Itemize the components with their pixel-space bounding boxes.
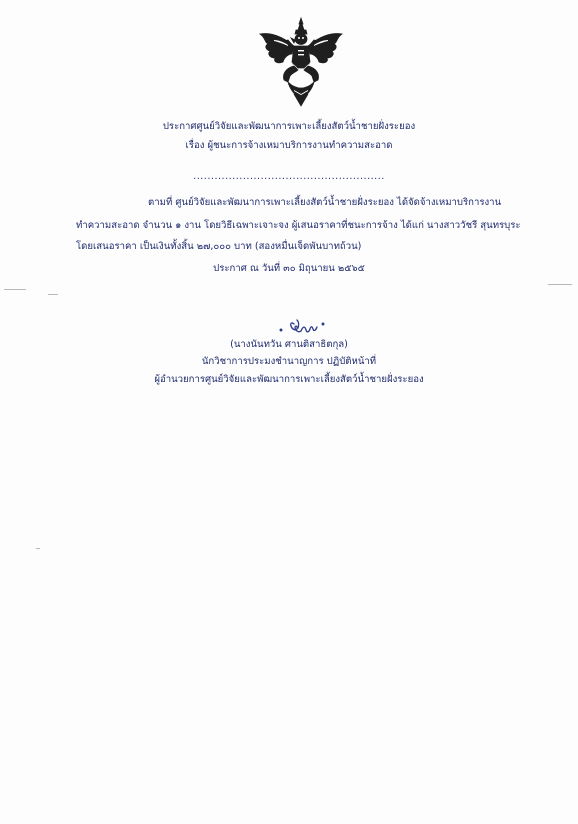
announcement-subject: เรื่อง ผู้ชนะการจ้างเหมาบริการงานทำความสะอาด <box>185 140 393 151</box>
signer-role: ผู้อำนวยการศูนย์วิจัยและพัฒนาการเพาะเลี้ยงสัตว์น้ำชายฝั่งระยอง <box>154 374 424 385</box>
scan-speck <box>36 548 40 549</box>
body-paragraph-line-2: ทำความสะอาด จำนวน ๑ งาน โดยวิธีเฉพาะเจาะจง ผู้เสนอราคาที่ชนะการจ้าง ได้แก่ นางสาววัชรี สุนทรบุระ <box>76 220 521 231</box>
separator-dots: ...................................................... <box>193 171 385 182</box>
garuda-emblem-icon <box>258 16 344 108</box>
handwritten-signature <box>268 316 338 338</box>
scan-speck <box>48 294 58 295</box>
signer-position: นักวิชาการประมงชำนาญการ ปฏิบัติหน้าที่ <box>201 356 377 367</box>
body-paragraph-line-1: ตามที่ ศูนย์วิจัยและพัฒนาการเพาะเลี้ยงสัตว์น้ำชายฝั่งระยอง ได้จัดจ้างเหมาบริการงาน <box>148 197 502 208</box>
scan-speck <box>548 284 572 285</box>
body-paragraph-line-3: โดยเสนอราคา เป็นเงินทั้งสิ้น ๒๗,๐๐๐ บาท (สองหมื่นเจ็ดพันบาทถ้วน) <box>76 241 362 252</box>
announcement-title: ประกาศศูนย์วิจัยและพัฒนาการเพาะเลี้ยงสัตว์น้ำชายฝั่งระยอง <box>162 121 416 132</box>
signer-name: (นางนันทวัน ศานติสาธิตกุล) <box>230 339 348 350</box>
scan-speck <box>4 289 26 290</box>
announcement-date: ประกาศ ณ วันที่ ๓๐ มิถุนายน ๒๕๖๕ <box>213 263 365 274</box>
